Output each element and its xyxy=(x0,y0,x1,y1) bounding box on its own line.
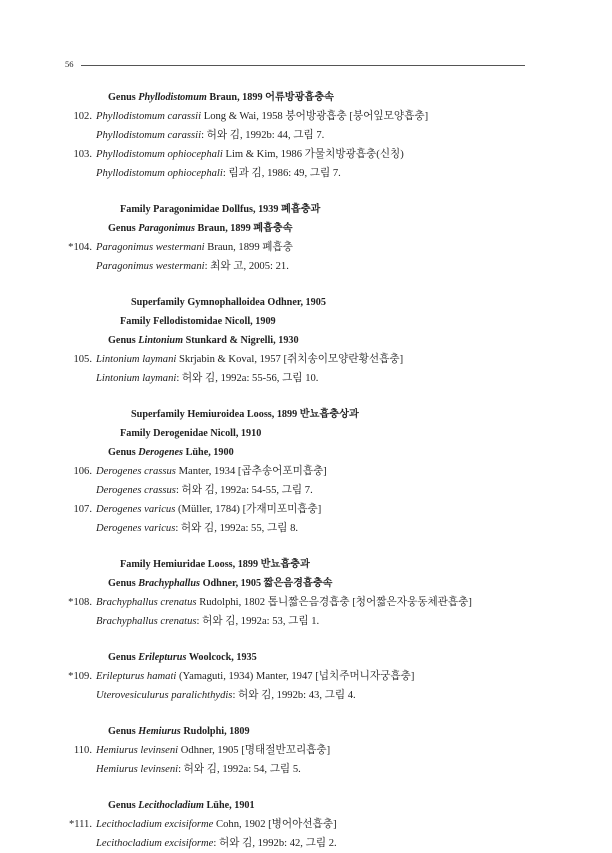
taxon-rank: Genus xyxy=(108,335,136,346)
korean-name: 짧은음경흡충속 xyxy=(263,578,333,589)
korean-name: 어류방광흡충속 xyxy=(265,92,334,103)
species-entry xyxy=(0,500,612,519)
reference-line xyxy=(0,519,612,538)
taxon-rank: Genus xyxy=(108,578,136,589)
taxon-name: Lecithocladium xyxy=(138,800,204,811)
taxon-heading xyxy=(0,200,612,219)
korean-name: [가재미포미흡충] xyxy=(242,504,322,515)
entry-number: *104. xyxy=(68,242,92,253)
species-entry xyxy=(0,145,612,164)
taxon-heading xyxy=(0,443,612,462)
spacer xyxy=(0,631,612,648)
taxon-name: Derogenes xyxy=(138,447,184,458)
reference-name: Lintonium laymani xyxy=(96,373,177,384)
korean-name: 붕어방광흡충 [붕어잎모양흡충] xyxy=(285,111,429,122)
reference-citation: : 림과 김, 1986: 49, 그림 7. xyxy=(222,168,341,179)
reference-citation: : 허와 김, 1992b: 43, 그림 4. xyxy=(232,690,356,701)
taxon-heading xyxy=(0,312,612,331)
entry-number: 107. xyxy=(73,504,92,515)
taxon-heading xyxy=(0,331,612,350)
taxon-rank: Family Derogenidae Nicoll, 1910 xyxy=(120,428,262,439)
species-name: Erilepturus hamati xyxy=(96,671,177,682)
spacer xyxy=(0,276,612,293)
species-entry xyxy=(0,462,612,481)
taxon-heading xyxy=(0,648,612,667)
species-author: Skrjabin & Koval, 1957 xyxy=(179,354,281,365)
taxon-authority: Braun, 1899 xyxy=(197,223,251,234)
entry-number: 102. xyxy=(73,111,92,122)
reference-citation: : 허와 김, 1992b: 44, 그림 7. xyxy=(201,130,325,141)
spacer xyxy=(0,538,612,555)
taxon-name: Erilepturus xyxy=(138,652,187,663)
taxon-heading xyxy=(0,574,612,593)
reference-line xyxy=(0,760,612,779)
reference-citation: : 최와 고, 2005: 21. xyxy=(204,261,289,272)
taxon-rank: Genus xyxy=(108,92,136,103)
korean-name: 반뇨흡충과 xyxy=(260,559,310,570)
korean-name: 폐흡충 xyxy=(262,242,293,253)
species-entry xyxy=(0,667,612,686)
taxon-heading xyxy=(0,293,612,312)
reference-name: Hemiurus levinseni xyxy=(96,764,179,775)
reference-line xyxy=(0,164,612,183)
korean-name: 톱니짧은음경흡충 [청어짧은자웅동체관흡충] xyxy=(267,597,472,608)
spacer xyxy=(0,183,612,200)
taxon-authority: Lühe, 1901 xyxy=(206,800,255,811)
korean-name: [명태절반꼬리흡충] xyxy=(241,745,331,756)
reference-citation: : 허와 김, 1992a: 54, 그림 5. xyxy=(178,764,301,775)
taxon-authority: Stunkard & Nigrelli, 1930 xyxy=(185,335,299,346)
taxon-rank: Genus xyxy=(108,726,136,737)
species-author: Long & Wai, 1958 xyxy=(203,111,283,122)
taxon-authority: Lühe, 1900 xyxy=(185,447,234,458)
spacer xyxy=(0,705,612,722)
taxon-heading xyxy=(0,424,612,443)
taxon-heading xyxy=(0,219,612,238)
species-entry xyxy=(0,107,612,126)
reference-line xyxy=(0,612,612,631)
species-entry xyxy=(0,815,612,834)
reference-line xyxy=(0,834,612,853)
species-author: Manter, 1934 xyxy=(178,466,236,477)
reference-name: Uterovesiculurus paralichthydis xyxy=(96,690,233,701)
species-author: Cohn, 1902 xyxy=(216,819,266,830)
korean-name: [병어아선흡충] xyxy=(268,819,337,830)
species-entry xyxy=(0,350,612,369)
species-name: Paragonimus westermani xyxy=(96,242,205,253)
reference-citation: : 허와 김, 1992a: 53, 그림 1. xyxy=(196,616,320,627)
reference-line xyxy=(0,126,612,145)
taxon-name: Brachyphallus xyxy=(138,578,201,589)
taxon-heading xyxy=(0,555,612,574)
entry-number: *111. xyxy=(68,819,92,830)
reference-line xyxy=(0,686,612,705)
taxon-heading xyxy=(0,405,612,424)
taxon-rank: Family Paragonimidae Dollfus, 1939 xyxy=(120,204,279,215)
page-number: 56 xyxy=(65,59,74,69)
spacer xyxy=(0,779,612,796)
taxon-heading xyxy=(0,796,612,815)
species-author: Braun, 1899 xyxy=(207,242,260,253)
taxon-rank: Superfamily Hemiuroidea Looss, 1899 xyxy=(131,409,298,420)
reference-name: Lecithocladium excisiforme xyxy=(96,838,214,849)
reference-name: Phyllodistomum carassii xyxy=(96,130,202,141)
reference-citation: : 허와 김, 1992b: 42, 그림 2. xyxy=(213,838,337,849)
taxon-name: Hemiurus xyxy=(138,726,181,737)
taxon-rank: Genus xyxy=(108,652,136,663)
reference-citation: : 허와 김, 1992a: 54-55, 그림 7. xyxy=(175,485,313,496)
species-author: (Yamaguti, 1934) Manter, 1947 xyxy=(179,671,313,682)
entry-number: 105. xyxy=(73,354,92,365)
document-body xyxy=(0,88,612,853)
species-name: Derogenes varicus xyxy=(96,504,176,515)
taxon-name: Lintonium xyxy=(138,335,184,346)
korean-name: [넙치주머니자궁흡충] xyxy=(315,671,415,682)
korean-name: 폐흡충속 xyxy=(253,223,293,234)
taxon-rank: Genus xyxy=(108,223,136,234)
entry-number: 103. xyxy=(73,149,92,160)
taxon-name: Paragonimus xyxy=(138,223,195,234)
taxon-rank: Family Hemiuridae Looss, 1899 xyxy=(120,559,259,570)
taxon-heading xyxy=(0,722,612,741)
taxon-authority: Odhner, 1905 xyxy=(202,578,262,589)
reference-citation: : 허와 김, 1992a: 55-56, 그림 10. xyxy=(176,373,319,384)
reference-line xyxy=(0,257,612,276)
species-entry xyxy=(0,593,612,612)
species-author: Odhner, 1905 xyxy=(180,745,239,756)
reference-line xyxy=(0,481,612,500)
reference-name: Phyllodistomum ophiocephali xyxy=(96,168,223,179)
spacer xyxy=(0,388,612,405)
species-entry xyxy=(0,238,612,257)
taxon-rank: Superfamily Gymnophalloidea Odhner, 1905 xyxy=(131,297,326,308)
species-name: Derogenes crassus xyxy=(96,466,176,477)
reference-line xyxy=(0,369,612,388)
taxon-rank: Genus xyxy=(108,447,136,458)
species-author: Rudolphi, 1802 xyxy=(199,597,266,608)
reference-name: Derogenes varicus xyxy=(96,523,176,534)
taxon-name: Phyllodistomum xyxy=(138,92,207,103)
reference-name: Paragonimus westermani xyxy=(96,261,205,272)
species-name: Hemiurus levinseni xyxy=(96,745,179,756)
taxon-rank: Family Fellodistomidae Nicoll, 1909 xyxy=(120,316,276,327)
species-name: Phyllodistomum carassii xyxy=(96,111,202,122)
species-name: Brachyphallus crenatus xyxy=(96,597,197,608)
reference-name: Derogenes crassus xyxy=(96,485,176,496)
species-author: (Müller, 1784) xyxy=(178,504,240,515)
header-rule xyxy=(81,65,525,66)
reference-citation: : 허와 김, 1992a: 55, 그림 8. xyxy=(175,523,299,534)
reference-name: Brachyphallus crenatus xyxy=(96,616,197,627)
page-header xyxy=(65,60,525,72)
taxon-authority: Rudolphi, 1809 xyxy=(183,726,250,737)
taxon-heading xyxy=(0,88,612,107)
korean-name: [곱추송어포미흡충] xyxy=(237,466,327,477)
entry-number: *108. xyxy=(68,597,92,608)
korean-name: 가물치방광흡충(신칭) xyxy=(304,149,404,160)
korean-name: 반뇨흡충상과 xyxy=(299,409,359,420)
entry-number: 106. xyxy=(73,466,92,477)
species-name: Phyllodistomum ophiocephali xyxy=(96,149,223,160)
species-name: Lintonium laymani xyxy=(96,354,177,365)
species-author: Lim & Kim, 1986 xyxy=(225,149,302,160)
species-name: Lecithocladium excisiforme xyxy=(96,819,214,830)
entry-number: 110. xyxy=(73,745,92,756)
korean-name: [쥐치송이모양란황선흡충] xyxy=(283,354,404,365)
korean-name: 폐흡충과 xyxy=(281,204,321,215)
entry-number: *109. xyxy=(68,671,92,682)
taxon-authority: Braun, 1899 xyxy=(209,92,263,103)
species-entry xyxy=(0,741,612,760)
taxon-authority: Woolcock, 1935 xyxy=(188,652,257,663)
taxon-rank: Genus xyxy=(108,800,136,811)
